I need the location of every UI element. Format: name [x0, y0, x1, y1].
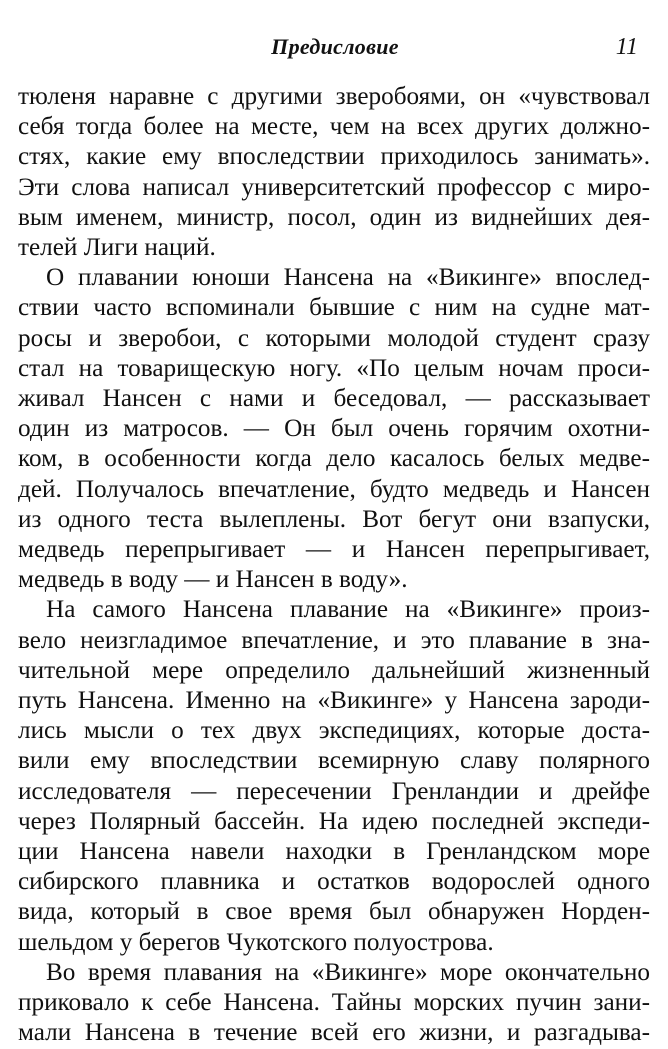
paragraph-3 [18, 595, 650, 957]
text-line: чительной мере определило дальнейший жизненный [18, 656, 650, 684]
text-line: стях, какие ему впоследствии приходилось занимать». [18, 143, 650, 171]
text-line: вида, который в свое время был обнаружен Норден- [18, 898, 650, 926]
paragraph-2 [18, 263, 650, 595]
paragraph-1 [18, 82, 650, 263]
text-line: О плавании юноши Нансена на «Викинге» впослед- [46, 264, 650, 292]
text-line: живал Нансен с нами и беседовал, — рассказывает [18, 385, 650, 413]
text-line: Эти слова написал университетский профессор с миро- [18, 173, 650, 201]
text-line: путь Нансена. Именно на «Викинге» у Нансена зароди- [18, 687, 650, 715]
running-header [18, 30, 652, 64]
text-line: ком, в особенности когда дело касалось белых медве- [18, 445, 650, 473]
text-line: медведь перепрыгивает — и Нансен перепрыгивает, [18, 536, 650, 564]
text-line: ции Нансена навели находки в Гренландском море [18, 838, 650, 866]
text-line: шельдом у берегов Чукотского полуострова. [18, 928, 494, 956]
text-line: вили ему впоследствии всемирную славу полярного [18, 747, 650, 775]
running-title: Предисловие [271, 34, 399, 59]
text-line: один из матросов. — Он был очень горячим охотни- [18, 415, 650, 443]
page-number: 11 [615, 34, 638, 60]
text-line: мали Нансена в течение всей его жизни, и разгадыва- [18, 1019, 650, 1047]
text-line: исследователя — пересечении Гренландии и дрейфе [18, 777, 650, 805]
text-line: телей Лиги наций. [18, 234, 216, 262]
text-line: дей. Получалось впечатление, будто медведь и Нансен [18, 475, 650, 503]
text-line: через Полярный бассейн. На идею последней экспеди- [18, 807, 650, 835]
text-line: из одного теста вылеплены. Вот бегут они взапуски, [18, 505, 650, 533]
text-line: себя тогда более на месте, чем на всех других должно- [18, 113, 650, 141]
text-line: вело неизгладимое впечатление, и это плавание в зна- [18, 626, 650, 654]
text-line: росы и зверобои, с которыми молодой студент сразу [18, 324, 650, 352]
paragraph-4 [18, 958, 650, 1049]
text-line: лись мысли о тех двух экспедициях, которые доста- [18, 717, 650, 745]
text-line: тюленя наравне с другими зверобоями, он «чувствовал [18, 83, 650, 110]
text-line: Во время плавания на «Викинге» море окончательно [46, 958, 650, 986]
text-line: сибирского плавника и остатков водорослей одного [18, 868, 650, 896]
body-text [18, 82, 650, 1049]
text-line: вым именем, министр, посол, один из виднейших дея- [18, 203, 650, 231]
text-line: На самого Нансена плавание на «Викинге» произ- [46, 596, 650, 624]
text-line: медведь в воду — и Нансен в воду». [18, 566, 408, 594]
text-line: приковало к себе Нансена. Тайны морских пучин зани- [18, 989, 650, 1017]
text-line: стал на товарищескую ногу. «По целым ночам проси- [18, 354, 650, 382]
text-line: ствии часто вспоминали бывшие с ним на судне мат- [18, 294, 650, 322]
